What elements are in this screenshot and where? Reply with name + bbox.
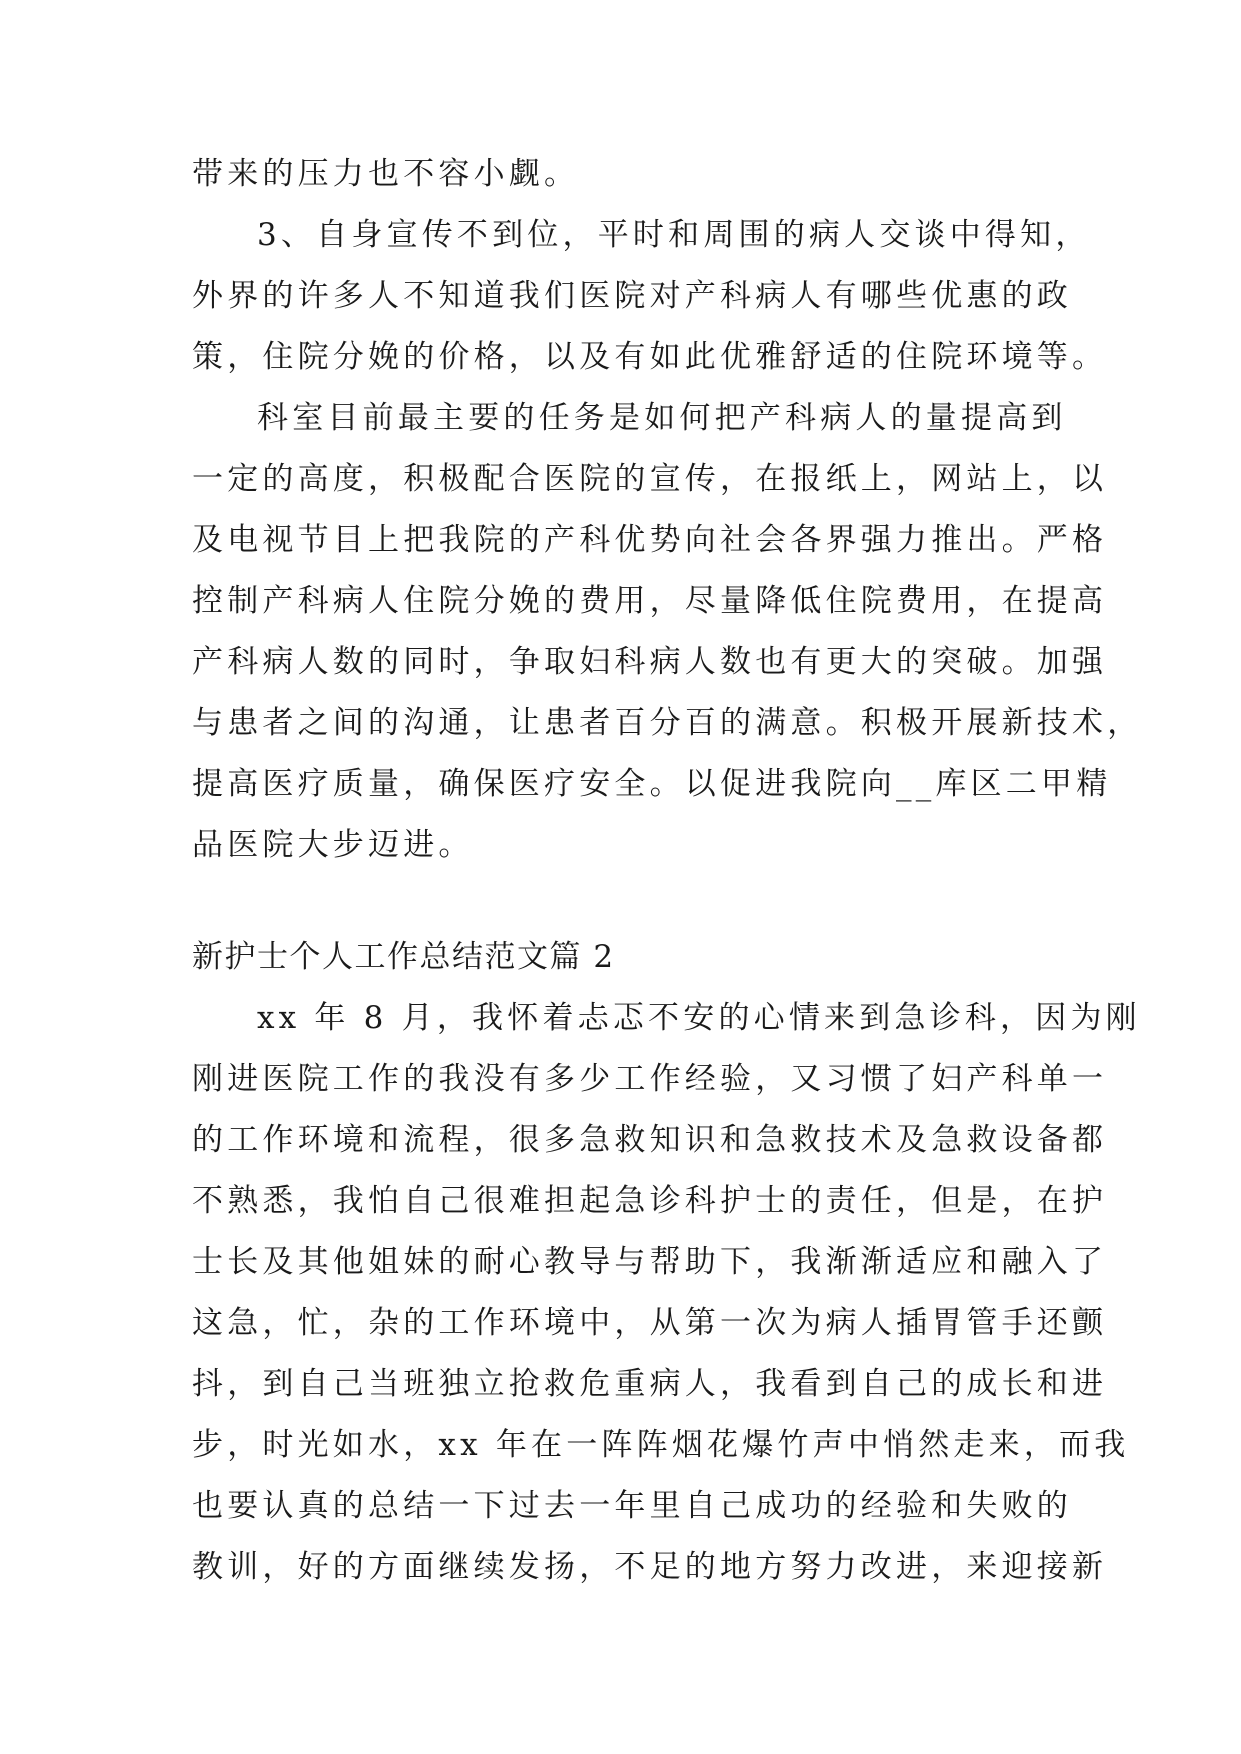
text-line: 科室目前最主要的任务是如何把产科病人的量提高到: [257, 400, 1067, 436]
text-line: 3、自身宣传不到位，平时和周围的病人交谈中得知，: [257, 217, 1091, 253]
text-line: 这急，忙，杂的工作环境中，从第一次为病人插胃管手还颤: [192, 1305, 1108, 1341]
text-line: 品医院大步迈进。: [192, 827, 474, 863]
text-line: 教训，好的方面继续发扬，不足的地方努力改进，来迎接新: [192, 1549, 1108, 1585]
text-line: 外界的许多人不知道我们医院对产科病人有哪些优惠的政: [192, 278, 1072, 314]
text-line: 带来的压力也不容小觑。: [192, 156, 580, 192]
text-line: 产科病人数的同时，争取妇科病人数也有更大的突破。加强: [192, 644, 1108, 680]
text-line: xx 年 8 月，我怀着忐忑不安的心情来到急诊科，因为刚: [257, 1000, 1141, 1036]
text-line: 刚进医院工作的我没有多少工作经验，又习惯了妇产科单一: [192, 1061, 1108, 1097]
text-line: 一定的高度，积极配合医院的宣传，在报纸上，网站上，以: [192, 461, 1108, 497]
text-line: 策，住院分娩的价格，以及有如此优雅舒适的住院环境等。: [192, 339, 1108, 375]
text-line: 也要认真的总结一下过去一年里自己成功的经验和失败的: [192, 1488, 1072, 1524]
text-line: 士长及其他姐妹的耐心教导与帮助下，我渐渐适应和融入了: [192, 1244, 1108, 1280]
text-line: 及电视节目上把我院的产科优势向社会各界强力推出。严格: [192, 522, 1108, 558]
section-heading: 新护士个人工作总结范文篇 2: [192, 939, 615, 975]
text-line: 控制产科病人住院分娩的费用，尽量降低住院费用，在提高: [192, 583, 1108, 619]
text-line: 抖，到自己当班独立抢救危重病人，我看到自己的成长和进: [192, 1366, 1108, 1402]
text-line: 不熟悉，我怕自己很难担起急诊科护士的责任，但是，在护: [192, 1183, 1108, 1219]
text-line: 提高医疗质量，确保医疗安全。以促进我院向__库区二甲精: [192, 766, 1112, 802]
text-line: 的工作环境和流程，很多急救知识和急救技术及急救设备都: [192, 1122, 1108, 1158]
text-line: 与患者之间的沟通，让患者百分百的满意。积极开展新技术，: [192, 705, 1143, 741]
text-line: 步，时光如水，xx 年在一阵阵烟花爆竹声中悄然走来，而我: [192, 1427, 1130, 1463]
